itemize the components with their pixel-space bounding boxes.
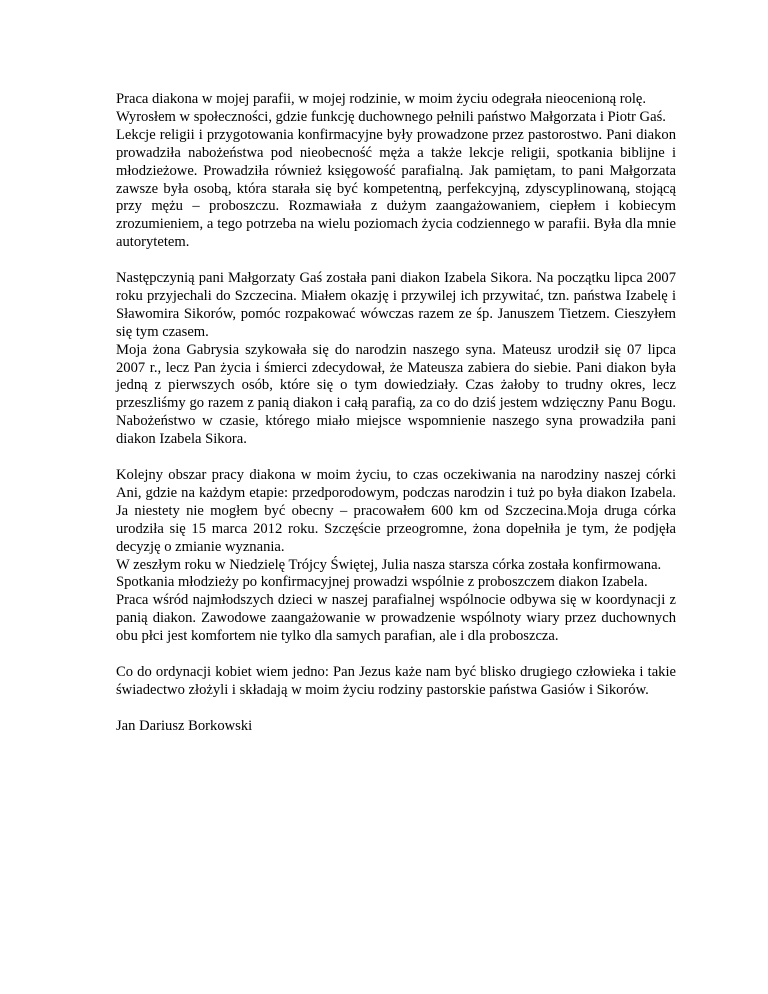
- text-line: Spotkania młodzieży po konfirmacyjnej prowadzi wspólnie z proboszczem diakon Izabela.: [116, 574, 648, 591]
- text-line: Co do ordynacji kobiet wiem jedno: Pan Jezus każe nam być blisko drugiego człowieka i takie świadectwo złożyli i składają w moim życiu rodziny pastorskie państwa Gasiów i Sikorów.: [116, 663, 676, 698]
- text-line: Moja żona Gabrysia szykowała się do narodzin naszego syna. Mateusz urodził się 07 lipca 2007 r., lecz Pan życia i śmierci zdecydował, że Mateusza zabiera do siebie. Pani diakon była jedną z pierwszych osób, które się o tym dowiedziały. Czas żałoby to trudny okres, lecz przeszliśmy go razem z panią diakon i całą parafią, za co do dziś jestem wdzięczny Panu Bogu. Nabożeństwo w czasie, którego miało miejsce wspomnienie naszego syna prowadziła pani diakon Izabela Sikora.: [116, 341, 676, 448]
- paragraph-4: [116, 664, 676, 700]
- text-line: W zeszłym roku w Niedzielę Trójcy Świętej, Julia nasza starsza córka została konfirmowana.: [116, 556, 662, 573]
- document-body: [116, 91, 676, 736]
- text-line: Lekcje religii i przygotowania konfirmacyjne były prowadzone przez pastorostwo. Pani diakon prowadziła nabożeństwa pod nieobecność męża a także lekcje religii, spotkania biblijne i młodzieżowe. Prowadziła również księgowość parafialną. Jak pamiętam, to pani Małgorzata zawsze była osobą, która starała się być kompetentną, perfekcyjną, zdyscyplinowaną, stojącą przy mężu – proboszczu. Rozmawiała z dużym zaangażowaniem, ciepłem i kobiecym zrozumieniem, a tego potrzeba na wielu poziomach życia codziennego w parafii. Była dla mnie autorytetem.: [116, 126, 676, 251]
- text-line: Kolejny obszar pracy diakona w moim życiu, to czas oczekiwania na narodziny naszej córki Ani, gdzie na każdym etapie: przedporodowym, podczas narodzin i tuż po była diakon Izabela. Ja niestety nie mogłem być obecny – pracowałem 600 km od Szczecina.Moja druga córka urodziła się 15 marca 2012 roku. Szczęście przeogromne, żona dopełniła je tym, że podjęła decyzję o zmianie wyznania.: [116, 467, 676, 555]
- paragraph-1: [116, 91, 676, 252]
- text-line: Praca wśród najmłodszych dzieci w naszej parafialnej wspólnocie odbywa się w koordynacji z panią diakon. Zawodowe zaangażowanie w prowadzenie wspólnoty wiary przez duchownych obu płci jest komfortem nie tylko dla samych parafian, ale i dla proboszcza.: [116, 592, 676, 645]
- text-line: Następczynią pani Małgorzaty Gaś została pani diakon Izabela Sikora. Na początku lipca 2007 roku przyjechali do Szczecina. Miałem okazję i przywilej ich przywitać, tzn. państwa Izabelę i Sławomira Sikorów, pomóc rozpakować wówczas razem ze śp. Januszem Tietzem. Cieszyłem się tym czasem.: [116, 270, 676, 340]
- author-signature: Jan Dariusz Borkowski: [116, 717, 253, 734]
- paragraph-2: [116, 270, 676, 449]
- text-line: Praca diakona w mojej parafii, w mojej rodzinie, w moim życiu odegrała nieocenioną rolę.: [116, 91, 647, 107]
- paragraph-3: [116, 467, 676, 646]
- text-line: Wyrosłem w społeczności, gdzie funkcję duchownego pełnili państwo Małgorzata i Piotr Gaś.: [116, 108, 666, 125]
